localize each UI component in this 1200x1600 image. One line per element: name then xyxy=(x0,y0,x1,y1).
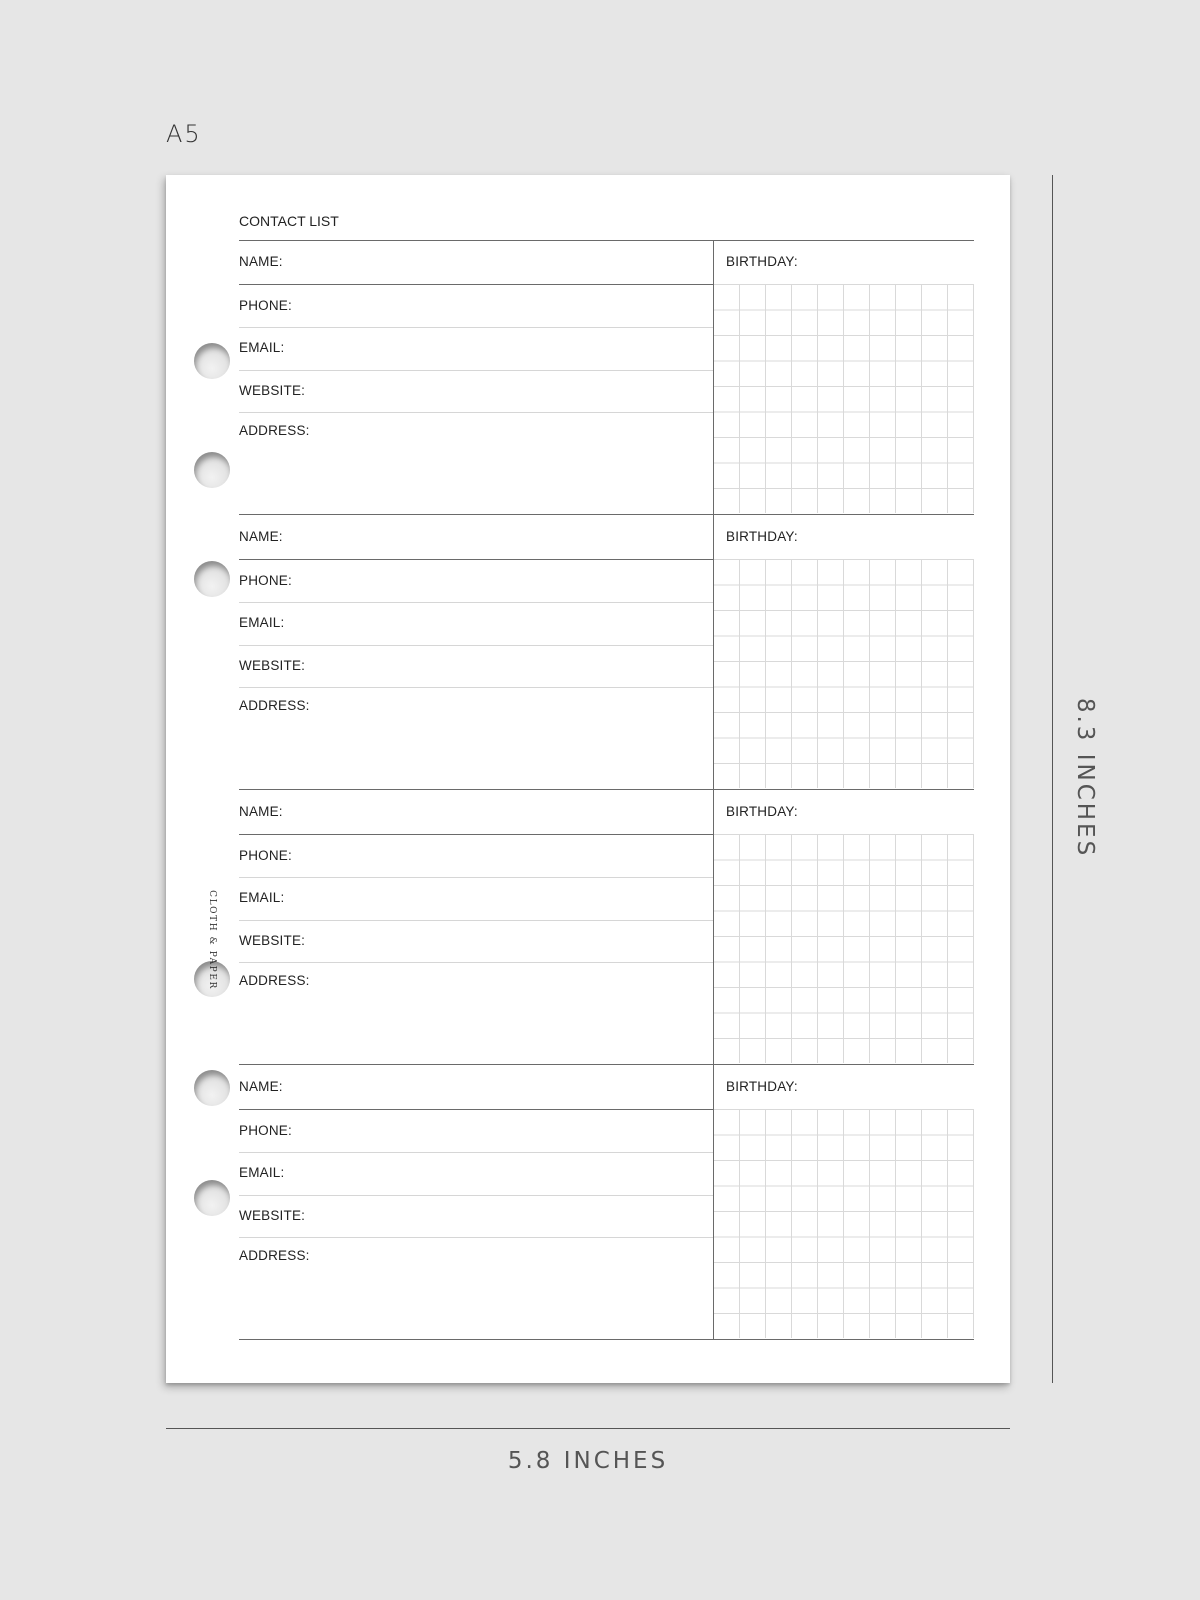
name-label: NAME: xyxy=(239,1079,283,1094)
address-label: ADDRESS: xyxy=(239,973,310,988)
address-label: ADDRESS: xyxy=(239,698,310,713)
divider xyxy=(239,1064,974,1065)
email-label: EMAIL: xyxy=(239,1165,285,1180)
divider xyxy=(239,514,974,515)
divider xyxy=(239,412,713,413)
divider xyxy=(239,877,713,878)
birthday-label: BIRTHDAY: xyxy=(726,529,798,544)
divider xyxy=(239,1237,713,1238)
phone-label: PHONE: xyxy=(239,298,292,313)
name-label: NAME: xyxy=(239,804,283,819)
birthday-label: BIRTHDAY: xyxy=(726,1079,798,1094)
divider xyxy=(239,920,713,921)
phone-label: PHONE: xyxy=(239,573,292,588)
width-ruler xyxy=(166,1428,1010,1429)
contact-block xyxy=(166,1000,1010,1300)
divider xyxy=(239,789,974,790)
divider xyxy=(239,687,713,688)
divider xyxy=(239,645,713,646)
brand-logo: CLOTH & PAPER xyxy=(207,890,217,990)
name-label: NAME: xyxy=(239,529,283,544)
email-label: EMAIL: xyxy=(239,615,285,630)
divider xyxy=(239,1152,713,1153)
divider xyxy=(239,602,713,603)
birthday-label: BIRTHDAY: xyxy=(726,254,798,269)
address-label: ADDRESS: xyxy=(239,1248,310,1263)
width-dimension-label: 5.8 INCHES xyxy=(507,1448,669,1474)
name-label: NAME: xyxy=(239,254,283,269)
divider xyxy=(239,962,713,963)
birthday-label: BIRTHDAY: xyxy=(726,804,798,819)
page-title: CONTACT LIST xyxy=(239,213,339,229)
contact-block xyxy=(166,725,1010,1025)
website-label: WEBSITE: xyxy=(239,383,306,398)
email-label: EMAIL: xyxy=(239,340,285,355)
contact-block xyxy=(166,450,1010,750)
divider xyxy=(239,1195,713,1196)
contact-block xyxy=(166,175,1010,475)
divider xyxy=(239,327,713,328)
phone-label: PHONE: xyxy=(239,1123,292,1138)
website-label: WEBSITE: xyxy=(239,933,306,948)
divider xyxy=(239,1339,974,1340)
divider xyxy=(239,240,974,241)
divider xyxy=(239,370,713,371)
website-label: WEBSITE: xyxy=(239,1208,306,1223)
notes-grid xyxy=(713,1109,974,1338)
email-label: EMAIL: xyxy=(239,890,285,905)
column-divider xyxy=(713,1064,714,1339)
website-label: WEBSITE: xyxy=(239,658,306,673)
phone-label: PHONE: xyxy=(239,848,292,863)
planner-sheet xyxy=(166,175,1010,1383)
height-ruler xyxy=(1052,175,1053,1383)
paper-size-label: A5 xyxy=(166,120,202,148)
height-dimension-label: 8.3 INCHES xyxy=(1072,697,1098,859)
address-label: ADDRESS: xyxy=(239,423,310,438)
